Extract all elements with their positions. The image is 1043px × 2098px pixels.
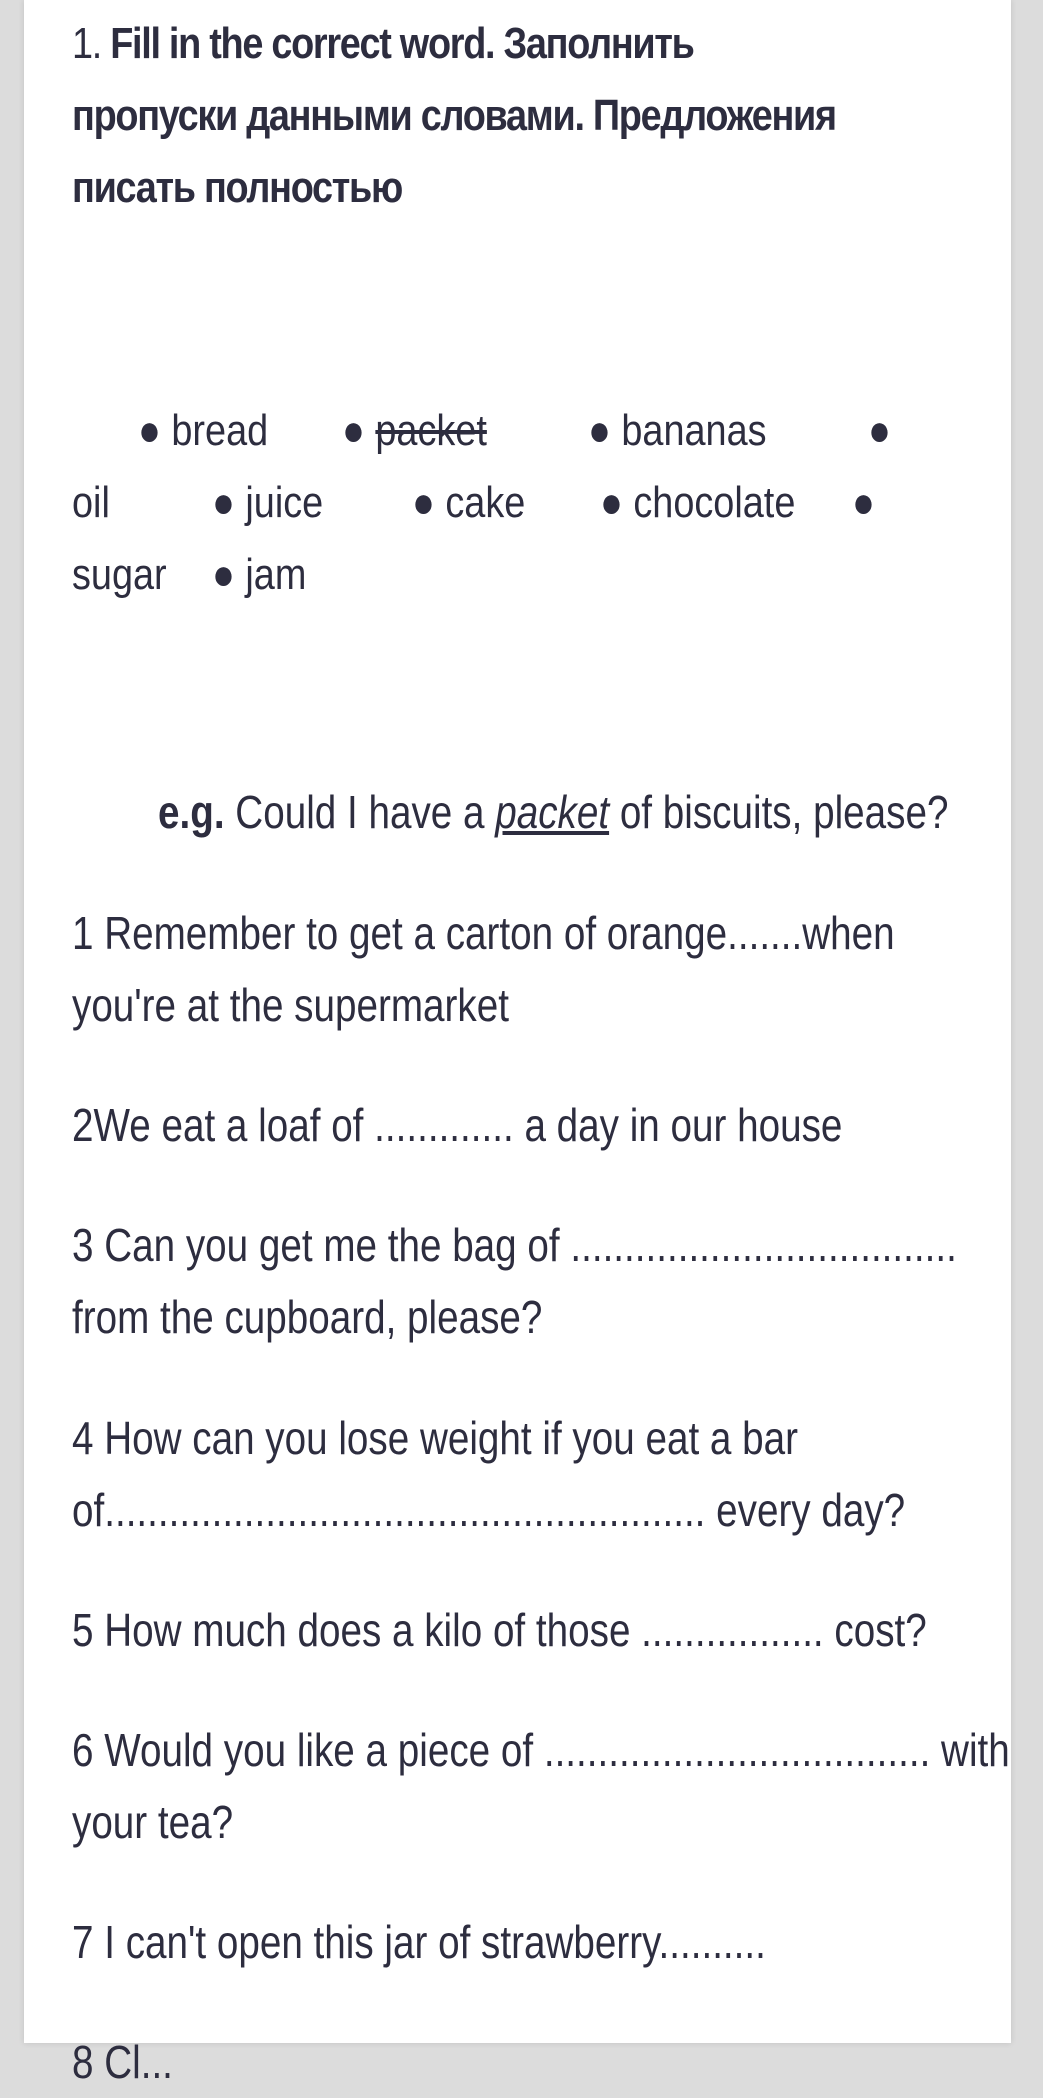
word-bank [72, 395, 982, 611]
question-6-line-2: your tea? [72, 1796, 234, 1848]
worksheet-content [72, 0, 1010, 2088]
title-text-3: писать полностью [72, 163, 403, 212]
question-1-line-2: you're at the supermarket [72, 979, 509, 1031]
example-after: of biscuits, please? [619, 786, 949, 838]
question-1 [72, 897, 979, 1041]
word-jam: jam [245, 550, 307, 599]
question-8-line-1: 8 Cl... [72, 2036, 173, 2088]
question-3 [72, 1209, 979, 1353]
bullet-icon: ● [600, 478, 623, 527]
word-bank-item [212, 467, 323, 539]
title-text-2: пропуски данными словами. Предложения [72, 91, 836, 140]
bullet-icon: ● [588, 406, 611, 455]
bullet-icon: ● [342, 406, 365, 455]
exercise-title [72, 8, 984, 224]
word-bank-line-1 [72, 395, 982, 467]
word-bank-line-2 [72, 467, 982, 539]
question-7 [72, 1906, 979, 1978]
example-answer: packet [495, 786, 610, 838]
word-chocolate: chocolate [633, 478, 796, 527]
bullet-icon: ● [412, 478, 435, 527]
word-juice: juice [245, 478, 324, 527]
question-3-line-2: from the cupboard, please? [72, 1291, 543, 1343]
bullet-icon: ● [212, 550, 235, 599]
example-before: Could I have a [235, 786, 485, 838]
exercise-number: 1. [72, 19, 101, 68]
title-text-1: Fill in the correct word. Заполнить [110, 19, 694, 68]
question-3-line-1: 3 Can you get me the bag of .................................... [72, 1219, 957, 1271]
word-bank-item [212, 539, 306, 611]
word-cake: cake [445, 478, 526, 527]
worksheet-page [24, 0, 1011, 2088]
word-packet-struck: packet [375, 406, 487, 455]
question-2 [72, 1089, 979, 1161]
question-5 [72, 1594, 979, 1666]
word-bread: bread [171, 406, 269, 455]
word-bank-item [600, 467, 795, 539]
title-line-3 [72, 152, 984, 224]
question-4-line-1: 4 How can you lose weight if you eat a bar [72, 1412, 798, 1464]
question-8 [72, 2026, 979, 2098]
word-oil: oil [72, 478, 110, 527]
bullet-icon: ● [138, 406, 161, 455]
question-7-line-1: 7 I can't open this jar of strawberry.......... [72, 1916, 766, 1968]
word-sugar: sugar [72, 550, 167, 599]
bullet-icon: ● [852, 478, 875, 527]
question-6-line-1: 6 Would you like a piece of .................................... with [72, 1724, 1010, 1776]
word-bank-item [138, 395, 268, 467]
word-bank-line-3 [72, 539, 982, 611]
question-5-line-1: 5 How much does a kilo of those ................. cost? [72, 1604, 927, 1656]
word-bananas: bananas [621, 406, 767, 455]
question-6 [72, 1714, 1010, 1858]
bullet-icon: ● [868, 406, 891, 455]
word-bank-item [588, 395, 767, 467]
word-bank-item [342, 395, 487, 467]
title-line-1 [72, 8, 984, 80]
example-prefix: e.g. [158, 786, 225, 838]
bullet-icon: ● [212, 478, 235, 527]
word-bank-item [412, 467, 525, 539]
question-4 [72, 1402, 979, 1546]
example-inner [158, 776, 948, 848]
title-line-2 [72, 80, 984, 152]
question-1-line-1: 1 Remember to get a carton of orange.......when [72, 907, 895, 959]
question-2-line-1: 2We eat a loaf of ............. a day in our house [72, 1099, 843, 1151]
question-4-line-2: of........................................................ every day? [72, 1484, 906, 1536]
